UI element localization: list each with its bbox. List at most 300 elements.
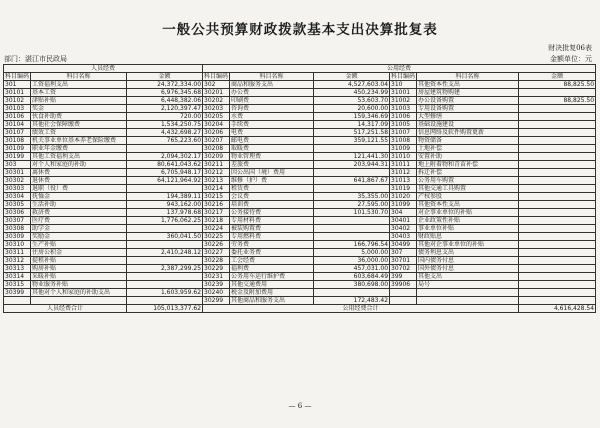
public2-name-cell: 产权参股 [417,193,519,201]
personnel-name-cell: 工资福利支出 [31,81,127,89]
personnel-amount-cell: 360,041.50 [127,233,203,241]
personnel-name-cell: 离休费 [31,169,127,177]
personnel-amount-cell [127,281,203,289]
public2-amount-cell [519,145,596,153]
public-amount-cell: 203,944.31 [314,161,390,169]
personnel-name-cell: 其他对个人和家庭的补助支出 [31,289,127,297]
public-code-cell: 30204 [203,121,230,129]
public2-code-cell: 399 [390,273,417,281]
amount-unit: 金额单位：元 [550,55,592,63]
personnel-amount-cell [127,273,203,281]
personnel-code-cell: 30307 [4,217,31,225]
public2-code-cell: 31007 [390,129,417,137]
table-row [4,193,596,201]
personnel-amount-cell: 80,641,043.62 [127,161,203,169]
public-name-cell: 咨询费 [230,105,314,113]
public-name-cell: 维修（护）费 [230,177,314,185]
public-code-cell: 30299 [203,297,230,305]
public2-code-cell: 31003 [390,105,417,113]
public-name-cell: 手续费 [230,121,314,129]
amount-column-header: 金额 [519,73,596,81]
public2-amount-cell [519,209,596,217]
public-amount-cell: 380,698.00 [314,281,390,289]
public2-code-cell: 31020 [390,193,417,201]
public-name-cell: 培训费 [230,201,314,209]
personnel-code-cell: 303 [4,161,31,169]
public2-code-cell: 31011 [390,161,417,169]
public-name-cell: 专用燃料费 [230,233,314,241]
personnel-amount-cell [127,297,203,305]
public2-name-cell: 企业政策性补贴 [417,217,519,225]
public2-name-cell [417,289,519,297]
public2-code-cell: 30499 [390,241,417,249]
public-name-cell: 税金及附加费用 [230,289,314,297]
public2-code-cell: 30401 [390,217,417,225]
public-name-cell: 印刷费 [230,97,314,105]
public-amount-cell: 166,796.54 [314,241,390,249]
public2-name-cell: 信息网络及软件购置更新 [417,129,519,137]
public-name-cell: 差旅费 [230,161,314,169]
table-row [4,113,596,121]
public-code-cell: 30224 [203,225,230,233]
public2-amount-cell [519,233,596,241]
personnel-code-cell: 30302 [4,177,31,185]
code-column-header: 科目编码 [5,73,30,80]
public2-amount-cell [519,225,596,233]
personnel-name-cell [31,297,127,305]
public-name-cell: 电费 [230,129,314,137]
public-code-cell: 30205 [203,113,230,121]
personnel-code-cell: 30305 [4,201,31,209]
public2-code-cell [390,289,417,297]
personnel-name-cell: 对个人和家庭的补助 [31,161,127,169]
public-code-cell: 30239 [203,281,230,289]
public2-amount-cell [519,297,596,305]
personnel-amount-cell: 64,121,964.92 [127,177,203,185]
public2-amount-cell [519,177,596,185]
personnel-code-cell: 30102 [4,97,31,105]
public-name-cell: 工会经费 [230,257,314,265]
public-code-cell: 30206 [203,129,230,137]
personnel-name-cell: 伙食补助费 [31,113,127,121]
department-label: 部门：湛江市民政局 [4,55,67,63]
public2-name-cell: 大型修缮 [417,113,519,121]
public-code-cell: 30226 [203,241,230,249]
personnel-amount-cell [127,225,203,233]
public-code-cell: 30228 [203,257,230,265]
public-amount-cell: 5,000.00 [314,249,390,257]
public2-name-cell: 局号 [417,281,519,289]
public2-amount-cell: 88,825.50 [519,97,596,105]
personnel-amount-cell: 720.00 [127,113,203,121]
personnel-name-cell: 住房公积金 [31,249,127,257]
public2-code-cell: 30702 [390,265,417,273]
public2-code-cell: 31005 [390,121,417,129]
table-row [4,129,596,137]
table-row [4,217,596,225]
public-code-cell: 30218 [203,217,230,225]
personnel-code-cell: 30315 [4,281,31,289]
public-code-cell: 30217 [203,209,230,217]
public-code-cell: 302 [203,81,230,89]
personnel-amount-cell: 1,776,062.25 [127,217,203,225]
public-total-label: 公用经费合计 [203,305,519,313]
public-amount-cell: 36,000.00 [314,257,390,265]
personnel-name-cell: 奖金 [31,105,127,113]
personnel-code-cell: 30304 [4,193,31,201]
public2-code-cell: 307 [390,249,417,257]
public2-code-cell: 304 [390,209,417,217]
personnel-total-value: 105,013,377.62 [127,305,203,313]
public2-code-cell: 31001 [390,89,417,97]
public-amount-cell: 359,121.55 [314,137,390,145]
public2-name-cell: 拆迁补偿 [417,169,519,177]
public2-amount-cell [519,193,596,201]
personnel-amount-cell: 137,978.68 [127,209,203,217]
public2-name-cell: 财政贴息 [417,233,519,241]
public2-name-cell: 办公设备购置 [417,97,519,105]
personnel-code-cell: 30312 [4,257,31,265]
public2-name-cell: 其他交通工具购置 [417,185,519,193]
personnel-code-cell: 30306 [4,209,31,217]
public-amount-cell: 4,527,603.04 [314,81,390,89]
personnel-amount-cell: 1,603,959.62 [127,289,203,297]
public-code-cell: 30231 [203,273,230,281]
public2-amount-cell [519,105,596,113]
personnel-code-cell: 30106 [4,113,31,121]
public-amount-cell: 20,600.00 [314,105,390,113]
public2-code-cell: 30402 [390,225,417,233]
public2-amount-cell [519,153,596,161]
public2-amount-cell: 88,825.50 [519,81,596,89]
budget-table [3,64,596,313]
public2-amount-cell [519,273,596,281]
public2-amount-cell [519,161,596,169]
personnel-code-cell: 30303 [4,185,31,193]
public2-amount-cell [519,257,596,265]
public-code-cell: 30215 [203,193,230,201]
public-name-cell: 福利费 [230,265,314,273]
public2-code-cell: 310 [390,81,417,89]
public2-name-cell: 债务利息支出 [417,249,519,257]
public2-name-cell: 事业单位补贴 [417,225,519,233]
public-code-cell: 30225 [203,233,230,241]
table-row [4,297,596,305]
public2-code-cell: 31099 [390,201,417,209]
personnel-amount-cell: 4,432,698.27 [127,129,203,137]
public2-code-cell: 31006 [390,113,417,121]
personnel-amount-cell: 24,372,334.00 [127,81,203,89]
personnel-amount-cell: 2,094,302.17 [127,153,203,161]
personnel-amount-cell: 6,976,345.68 [127,89,203,97]
personnel-code-cell: 30310 [4,241,31,249]
table-row [4,265,596,273]
personnel-code-cell: 30313 [4,265,31,273]
table-row [4,257,596,265]
public-code-cell: 30202 [203,97,230,105]
public-code-cell: 30240 [203,289,230,297]
public-amount-cell: 14,317.09 [314,121,390,129]
personnel-name-cell: 生产补贴 [31,241,127,249]
table-row [4,169,596,177]
public-amount-cell [314,289,390,297]
personnel-amount-cell [127,185,203,193]
public-code-cell: 30208 [203,145,230,153]
public2-amount-cell [519,249,596,257]
personnel-code-cell: 30108 [4,137,31,145]
personnel-name-cell: 抚恤金 [31,193,127,201]
table-row [4,161,596,169]
public-code-cell: 30211 [203,161,230,169]
public-code-cell: 30207 [203,137,230,145]
public2-name-cell: 其他对企事业单位的补贴 [417,241,519,249]
report-title: 一般公共预算财政拨款基本支出决算批复表 [162,22,438,38]
public2-name-cell: 专用设备购置 [417,105,519,113]
personnel-amount-cell: 943,162.00 [127,201,203,209]
public-amount-cell: 517,251.58 [314,129,390,137]
public-name-cell: 劳务费 [230,241,314,249]
public-name-cell: 会议费 [230,193,314,201]
public-amount-cell: 159,346.69 [314,113,390,121]
public-amount-cell [314,185,390,193]
public2-name-cell: 其他支出 [417,273,519,281]
table-row [4,89,596,97]
table-row [4,105,596,113]
personnel-name-cell: 绩效工资 [31,129,127,137]
table-row [4,225,596,233]
public-name-cell: 其他交通费用 [230,281,314,289]
public2-name-cell: 公务用车购置 [417,177,519,185]
personnel-amount-cell: 6,705,948.17 [127,169,203,177]
public2-code-cell: 39906 [390,281,417,289]
public-name-cell: 其他商品和服务支出 [230,297,314,305]
public-header: 公用经费 [203,65,596,73]
public-name-cell: 物业管理费 [230,153,314,161]
public-code-cell: 30216 [203,201,230,209]
public2-code-cell: 31002 [390,97,417,105]
personnel-name-cell: 采暖补贴 [31,273,127,281]
personnel-total-label: 人员经费合计 [4,305,127,313]
personnel-code-cell: 301 [4,81,31,89]
public2-name-cell: 对企事业单位的补贴 [417,209,519,217]
amount-column-header: 金额 [314,73,390,81]
table-row [4,97,596,105]
personnel-code-cell: 30104 [4,121,31,129]
public2-code-cell: 30403 [390,233,417,241]
personnel-code-cell: 30311 [4,249,31,257]
personnel-name-cell: 津贴补贴 [31,97,127,105]
public-amount-cell: 35,355.00 [314,193,390,201]
public2-code-cell: 31008 [390,137,417,145]
personnel-amount-cell [127,257,203,265]
public-amount-cell: 101,530.70 [314,209,390,217]
table-row [4,177,596,185]
personnel-code-cell: 30308 [4,225,31,233]
public2-name-cell: 基础设施建设 [417,121,519,129]
public-name-cell: 办公费 [230,89,314,97]
table-row [4,289,596,297]
personnel-code-cell: 30109 [4,145,31,153]
personnel-name-cell: 基本工资 [31,89,127,97]
public2-name-cell: 土地补偿 [417,145,519,153]
public-name-cell: 委托业务费 [230,249,314,257]
personnel-name-cell: 其他工资福利支出 [31,153,127,161]
public2-amount-cell [519,185,596,193]
public-code-cell: 30229 [203,265,230,273]
public-name-cell: 公务接待费 [230,209,314,217]
public-code-cell: 30227 [203,249,230,257]
public2-name-cell: 地上附着物和青苗补偿 [417,161,519,169]
public2-code-cell: 31010 [390,153,417,161]
public-amount-cell [314,145,390,153]
public-amount-cell [314,169,390,177]
public2-name-cell: 安置补助 [417,153,519,161]
personnel-amount-cell: 765,223.60 [127,137,203,145]
table-row [4,153,596,161]
public2-code-cell: 30701 [390,257,417,265]
personnel-name-cell: 提租补贴 [31,257,127,265]
table-row [4,209,596,217]
table-row [4,249,596,257]
table-row [4,185,596,193]
personnel-amount-cell: 2,387,299.25 [127,265,203,273]
personnel-name-cell: 职业年金缴费 [31,145,127,153]
table-row [4,233,596,241]
public-code-cell: 30214 [203,185,230,193]
personnel-name-cell: 生活补助 [31,201,127,209]
document-number: 财决批复06表 [548,44,592,52]
personnel-header: 人员经费 [4,65,203,73]
personnel-name-cell: 奖励金 [31,233,127,241]
public2-amount-cell [519,121,596,129]
public2-name-cell: 其他资本性支出 [417,201,519,209]
public2-amount-cell [519,241,596,249]
public2-amount-cell [519,289,596,297]
public-code-cell: 30212 [203,169,230,177]
code-column-header: 科目编码 [204,73,229,80]
personnel-amount-cell: 2,120,397.47 [127,105,203,113]
name-column-header: 科目名称 [31,73,127,81]
personnel-code-cell: 30301 [4,169,31,177]
public2-amount-cell [519,137,596,145]
public2-amount-cell [519,89,596,97]
personnel-amount-cell: 1,534,250.75 [127,121,203,129]
table-row [4,81,596,89]
table-row [4,241,596,249]
personnel-code-cell: 30314 [4,273,31,281]
public2-name-cell [417,297,519,305]
name-column-header: 科目名称 [417,73,519,81]
personnel-code-cell: 30101 [4,89,31,97]
personnel-name-cell: 退休费 [31,177,127,185]
table-row [4,201,596,209]
public-name-cell: 被装购置费 [230,225,314,233]
public2-name-cell: 国内债务付息 [417,257,519,265]
public-name-cell: 公务用车运行维护费 [230,273,314,281]
public2-amount-cell [519,129,596,137]
public-amount-cell: 457,031.00 [314,265,390,273]
table-row [4,121,596,129]
public-amount-cell: 53,603.70 [314,97,390,105]
public2-code-cell: 31012 [390,169,417,177]
public-amount-cell [314,217,390,225]
personnel-code-cell: 30103 [4,105,31,113]
personnel-name-cell: 助学金 [31,225,127,233]
public2-code-cell [390,297,417,305]
public2-amount-cell [519,281,596,289]
public2-name-cell: 其他资本性支出 [417,81,519,89]
public-amount-cell [314,233,390,241]
public-name-cell: 租赁费 [230,185,314,193]
personnel-name-cell: 救济费 [31,209,127,217]
personnel-name-cell: 机关事业单位基本养老保险缴费 [31,137,127,145]
table-row [4,273,596,281]
public-code-cell: 30209 [203,153,230,161]
amount-column-header: 金额 [127,73,203,81]
public2-amount-cell [519,113,596,121]
public-amount-cell: 450,234.99 [314,89,390,97]
personnel-name-cell: 医疗费 [31,217,127,225]
personnel-name-cell: 退职（役）费 [31,185,127,193]
public-amount-cell [314,225,390,233]
personnel-name-cell: 物业服务补贴 [31,281,127,289]
personnel-amount-cell [127,145,203,153]
public2-amount-cell [519,201,596,209]
public-name-cell: 因公出国（境）费用 [230,169,314,177]
public2-code-cell: 31019 [390,185,417,193]
public-name-cell: 取暖费 [230,145,314,153]
public-amount-cell: 172,483.42 [314,297,390,305]
table-row [4,137,596,145]
public2-code-cell: 31009 [390,145,417,153]
public2-name-cell: 国外债务付息 [417,265,519,273]
page-number: — 6 — [288,402,312,410]
public-name-cell: 水费 [230,113,314,121]
public2-name-cell: 房屋建筑物购建 [417,89,519,97]
personnel-amount-cell: 194,389.11 [127,193,203,201]
public-name-cell: 专用材料费 [230,217,314,225]
public2-amount-cell [519,265,596,273]
personnel-code-cell: 30399 [4,289,31,297]
public-amount-cell: 27,595.00 [314,201,390,209]
public2-amount-cell [519,217,596,225]
public-code-cell: 30201 [203,89,230,97]
personnel-code-cell [4,297,31,305]
personnel-name-cell: 其他社会保障缴费 [31,121,127,129]
code-column-header: 科目编码 [391,73,416,80]
name-column-header: 科目名称 [230,73,314,81]
public-name-cell: 邮电费 [230,137,314,145]
personnel-amount-cell [127,241,203,249]
table-row [4,145,596,153]
public-code-cell: 30203 [203,105,230,113]
public-amount-cell: 641,867.67 [314,177,390,185]
public2-name-cell: 物资储备 [417,137,519,145]
table-row [4,281,596,289]
personnel-amount-cell: 6,448,382.06 [127,97,203,105]
personnel-code-cell: 30309 [4,233,31,241]
public-code-cell: 30213 [203,177,230,185]
personnel-name-cell: 购房补贴 [31,265,127,273]
public-amount-cell: 121,441.30 [314,153,390,161]
public2-code-cell: 31013 [390,177,417,185]
personnel-amount-cell: 2,410,248.12 [127,249,203,257]
personnel-code-cell: 30199 [4,153,31,161]
public-amount-cell: 603,684.49 [314,273,390,281]
public2-amount-cell [519,169,596,177]
public-total-value: 4,616,428.54 [519,305,596,313]
public-name-cell: 商品和服务支出 [230,81,314,89]
